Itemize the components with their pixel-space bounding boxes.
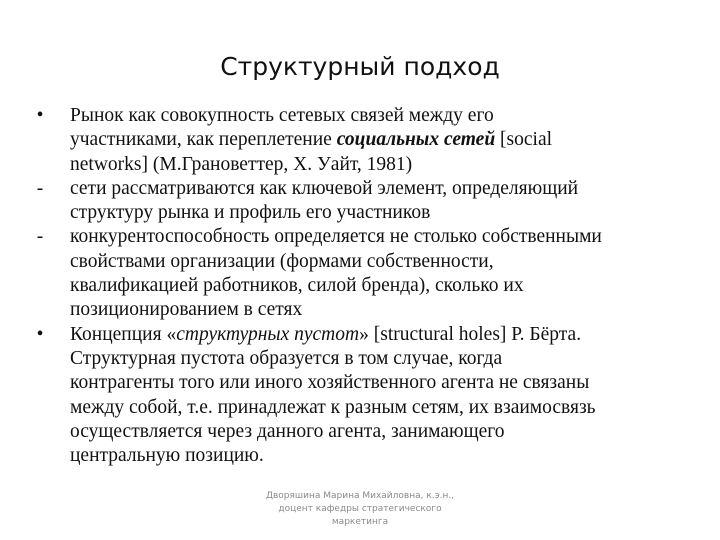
dash-marker: - [36,177,44,199]
text-line: сети рассматриваются как ключевой элемент, определяющий [70,177,579,199]
text-line: позиционированием в сетях [70,299,303,321]
text-line: между собой, т.е. принадлежат к разным сетям, их взаимосвязь [70,396,596,418]
footer-line: доцент кафедры стратегического [278,504,442,514]
text-line: квалификацией работников, силой бренда), сколько их [70,275,524,297]
emphasis-term: социальных сетей [336,129,496,151]
text-fragment: [social [495,129,553,151]
text-line: свойствами организации (формами собственности, [70,250,494,272]
text-line [70,323,690,347]
emphasis-term: структурных пустот [176,323,360,345]
slide-title: Структурный подход [220,52,500,81]
text-fragment: участниками, как переплетение [70,129,337,151]
text-line: структуру рынка и профиль его участников [70,202,431,224]
bullet-marker: • [36,105,44,126]
dash-item-networks-key [30,177,690,226]
text-line: Структурная пустота образуется в том случае, когда [70,347,503,369]
text-line: контрагенты того или иного хозяйственного агента не связаны [70,372,590,394]
bullet-marker: • [36,323,44,345]
text-line: networks] (М.Грановеттер, Х. Уайт, 1981) [70,153,413,175]
text-line: осуществляется через данного агента, занимающего [70,420,505,442]
dash-item-competitiveness [30,225,690,322]
text-line: центральную позицию. [70,445,264,467]
footer-author [210,490,510,529]
bullet-item-structural-holes [30,323,690,469]
text-line: конкурентоспособность определяется не столько собственными [70,226,602,248]
footer-line: Дворяшина Марина Михайловна, к.э.н., [265,491,455,501]
dash-marker: - [36,226,44,248]
text-fragment: Концепция « [70,323,177,345]
text-fragment: » [structural holes] Р. Бёрта. [359,323,582,345]
text-line: Рынок как совокупность сетевых связей между его [70,105,494,126]
footer-line: маркетинга [331,517,389,527]
text-line [70,128,690,152]
bullet-item-market-networks [30,104,690,177]
slide-body [30,104,690,468]
